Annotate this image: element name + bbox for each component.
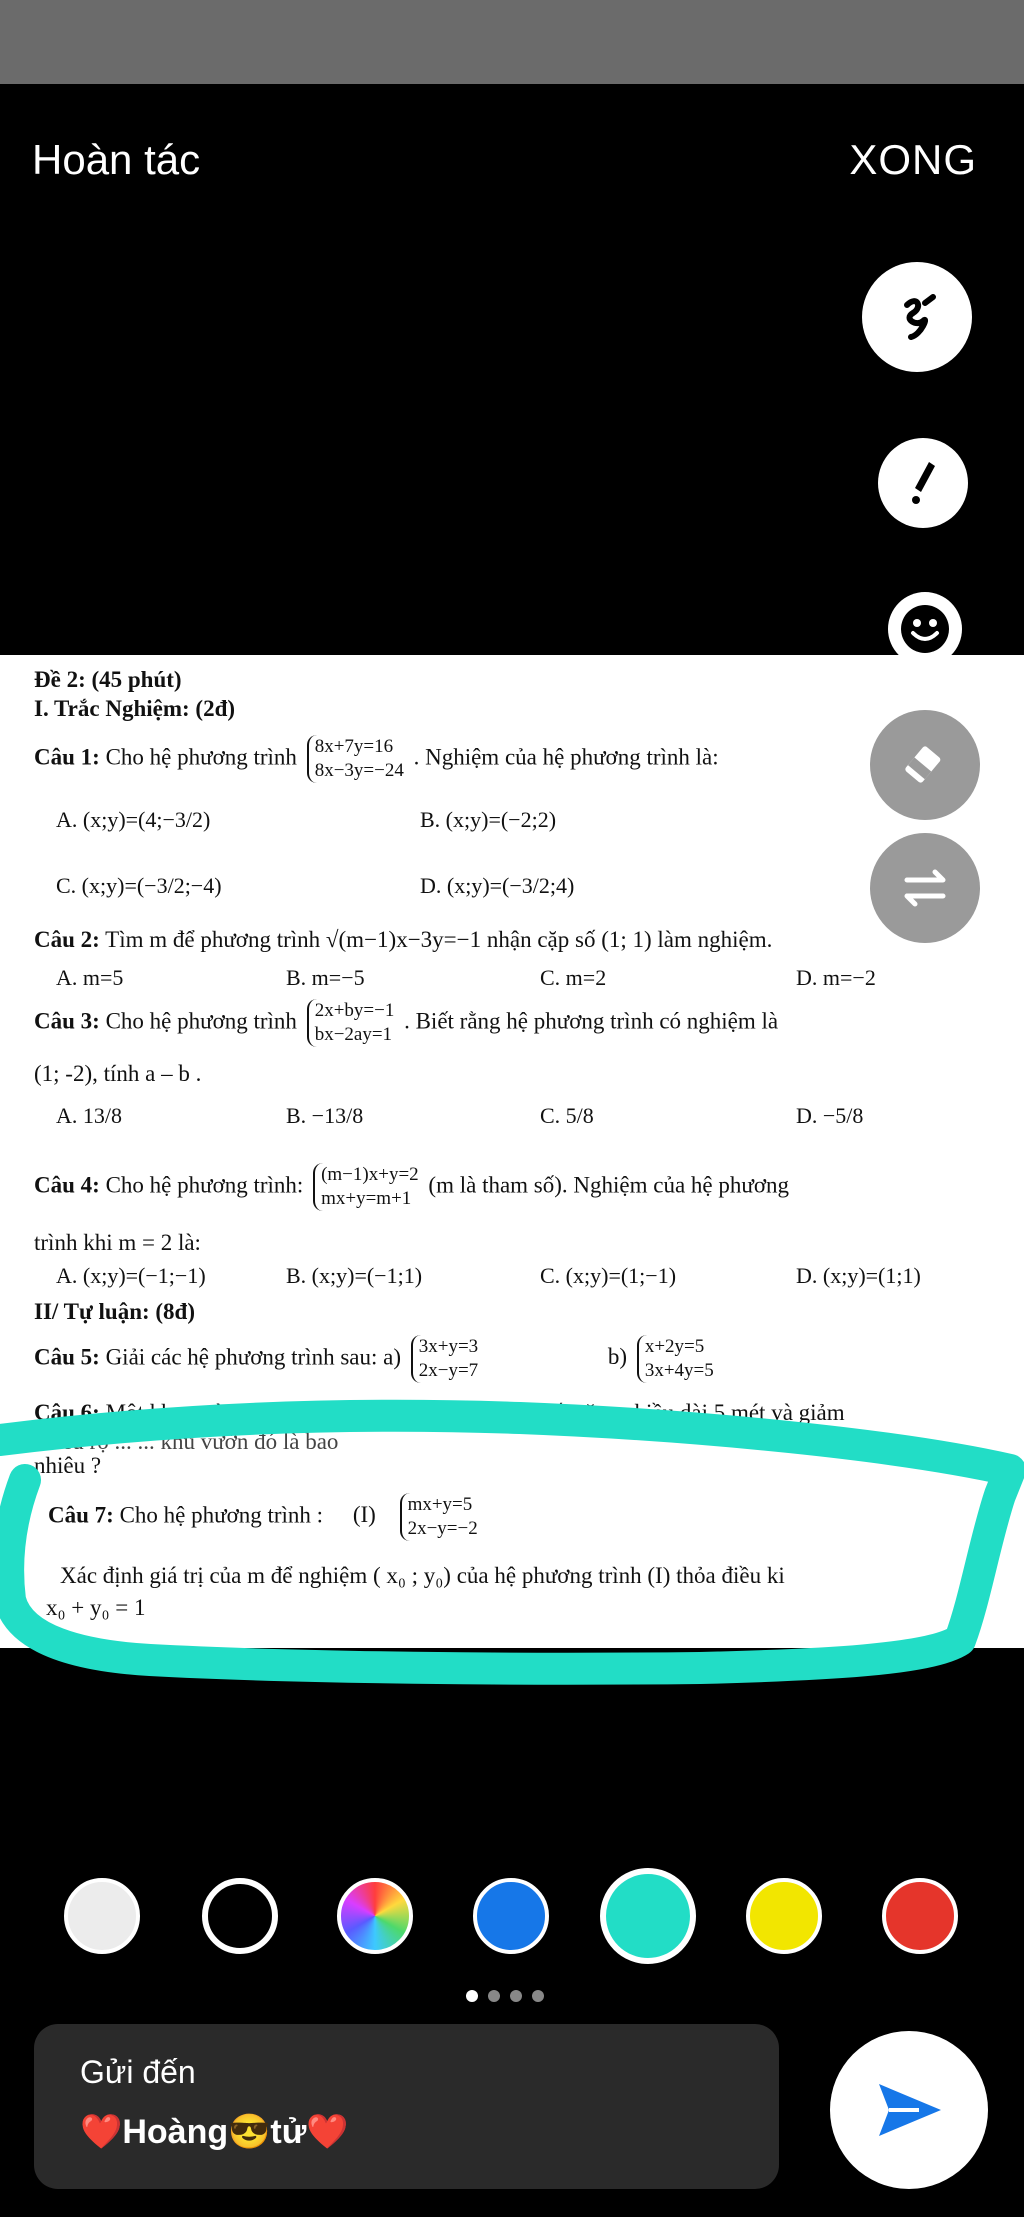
q1-option-c: C. (x;y)=(−3/2;−4)	[56, 873, 222, 898]
swap-icon	[897, 860, 953, 916]
q2-option-c: C. m=2	[540, 965, 607, 990]
q2-option-d: D. m=−2	[796, 965, 876, 990]
page-dot	[532, 1990, 544, 2002]
color-swatch-black[interactable]	[202, 1878, 278, 1954]
swap-tool[interactable]	[870, 833, 980, 943]
color-swatch-red[interactable]	[882, 1878, 958, 1954]
color-swatch-rainbow[interactable]	[337, 1878, 413, 1954]
q2-option-a: A. m=5	[56, 965, 124, 990]
done-button[interactable]: XONG	[849, 136, 977, 183]
question-3-line2: (1; -2), tính a – b .	[34, 1061, 202, 1086]
question-7-line3: x₀ + y₀ = 1	[46, 1595, 146, 1620]
emoji-tool[interactable]	[888, 592, 962, 666]
q3-option-b: B. −13/8	[286, 1103, 364, 1128]
q3-option-c: C. 5/8	[540, 1103, 594, 1128]
question-7-line2: Xác định giá trị của m để nghiệm ( x₀ ; y₀) của hệ phương trình (I) thỏa điều ki	[60, 1563, 785, 1588]
page-dot	[466, 1990, 478, 2002]
send-to-field[interactable]	[34, 2024, 779, 2189]
page-dot	[488, 1990, 500, 2002]
q4-option-b: B. (x;y)=(−1;1)	[286, 1263, 423, 1288]
q1-option-d: D. (x;y)=(−3/2;4)	[420, 873, 575, 898]
eraser-icon	[900, 740, 950, 790]
marker-tool[interactable]	[878, 438, 968, 528]
q4-option-c: C. (x;y)=(1;−1)	[540, 1263, 677, 1288]
question-3: Câu 3: Cho hệ phương trình 2x+by=−1 bx−2ay=1 . Biết rằng hệ phương trình có nghiệm là	[34, 1000, 779, 1045]
q3-option-d: D. −5/8	[796, 1103, 864, 1128]
question-6-line3: nhiêu ?	[34, 1453, 102, 1478]
q4-option-a: A. (x;y)=(−1;−1)	[56, 1263, 206, 1288]
page-indicator	[466, 1990, 544, 2002]
status-bar	[0, 0, 1024, 84]
question-1: Câu 1: Cho hệ phương trình 8x+7y=16 8x−3y=−24 . Nghiệm của hệ phương trình là:	[34, 736, 719, 781]
color-swatch-blue[interactable]	[473, 1878, 549, 1954]
question-6-line2: chiều rộ ... ... khu vườn đó là bao	[34, 1429, 339, 1454]
page-dot	[510, 1990, 522, 2002]
recipient-name: ❤️Hoàng😎tử❤️	[80, 2113, 349, 2151]
q4-option-d: D. (x;y)=(1;1)	[796, 1263, 921, 1288]
question-6: Câu 6: Một khu vườn hình chữ nhật có chu vi 46 mét, nếu tăng chiều dài 5 mét và giảm	[34, 1400, 845, 1425]
send-icon	[869, 2070, 949, 2150]
scribble-icon	[887, 287, 947, 347]
marker-icon	[903, 458, 943, 508]
section-2-heading: II/ Tự luận: (8đ)	[34, 1299, 196, 1324]
question-4-line2: trình khi m = 2 là:	[34, 1230, 201, 1255]
q1-option-a: A. (x;y)=(4;−3/2)	[56, 807, 211, 832]
undo-button[interactable]: Hoàn tác	[32, 136, 201, 183]
question-5: Câu 5: Giải các hệ phương trình sau: a) 3x+y=3 2x−y=7 b) x+2y=5 3x+4y=5	[34, 1336, 714, 1381]
color-swatch-yellow[interactable]	[746, 1878, 822, 1954]
color-swatch-teal-selected[interactable]	[600, 1868, 696, 1964]
send-to-label: Gửi đến	[80, 2054, 196, 2090]
document-image	[0, 655, 1024, 1648]
color-swatch-light-grey[interactable]	[64, 1878, 140, 1954]
q2-option-b: B. m=−5	[286, 965, 365, 990]
emoji-icon	[895, 599, 955, 659]
eraser-tool[interactable]	[870, 710, 980, 820]
q1-option-b: B. (x;y)=(−2;2)	[420, 807, 557, 832]
question-2: Câu 2: Tìm m để phương trình √(m−1)x−3y=−1 nhận cặp số (1; 1) làm nghiệm.	[34, 927, 773, 952]
section-1-heading: I. Trắc Nghiệm: (2đ)	[34, 696, 236, 721]
question-7: Câu 7: Cho hệ phương trình : (I) mx+y=5 2x−y=−2	[48, 1494, 478, 1539]
send-button[interactable]	[830, 2031, 988, 2189]
scribble-tool[interactable]	[862, 262, 972, 372]
q3-option-a: A. 13/8	[56, 1103, 122, 1128]
question-4: Câu 4: Cho hệ phương trình: (m−1)x+y=2 mx+y=m+1 (m là tham số). Nghiệm của hệ phương	[34, 1164, 790, 1209]
doc-title: Đề 2: (45 phút)	[34, 667, 182, 692]
